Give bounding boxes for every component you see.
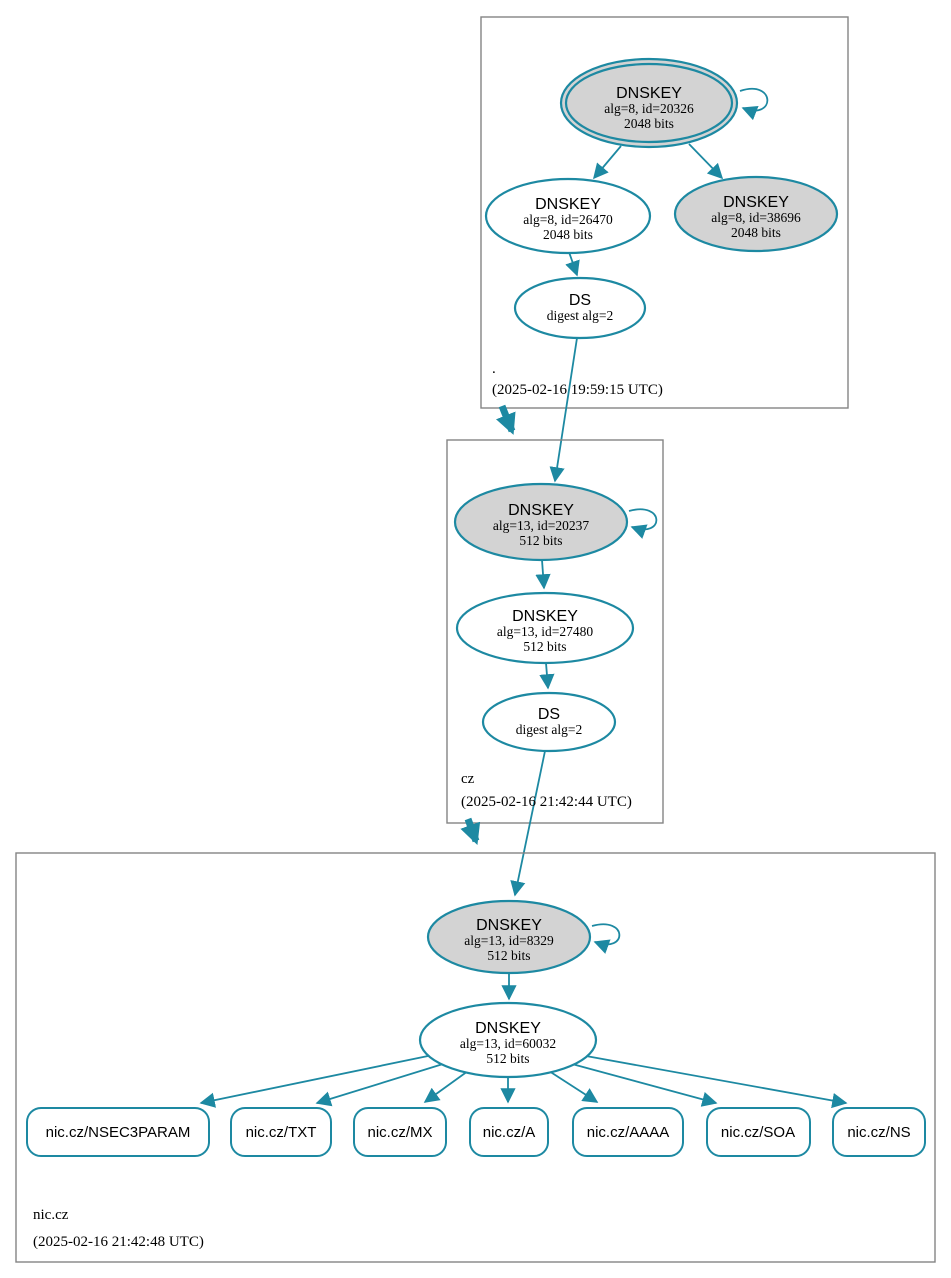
node-detail: digest alg=2 (546, 308, 614, 323)
node-detail: alg=8, id=20326 (604, 101, 694, 116)
zone-niccz (16, 853, 935, 1262)
zone-cz (447, 440, 663, 895)
node-title: DNSKEY (535, 196, 601, 213)
node-root-ksk-dnskey[interactable] (561, 59, 737, 147)
node-title: DNSKEY (476, 917, 542, 934)
node-bits: 512 bits (486, 1051, 530, 1066)
node-root-ds[interactable] (515, 278, 645, 338)
node-rrset-niccz-nsec3param[interactable] (27, 1108, 209, 1156)
zone-root (481, 17, 848, 481)
node-rrset-niccz-aaaa[interactable] (573, 1108, 683, 1156)
edge-delegation-root-to-cz (502, 406, 512, 431)
edge-niccz-zsk-to-mx (425, 1071, 468, 1102)
edge-root-ksk-to-key3 (689, 144, 722, 178)
node-rrset-niccz-soa[interactable] (707, 1108, 810, 1156)
node-detail: alg=13, id=8329 (464, 933, 554, 948)
node-rrset-niccz-ns[interactable] (833, 1108, 925, 1156)
edge-cz-ksk-selfloop (629, 509, 656, 529)
zone-niccz-timestamp: (2025-02-16 21:42:48 UTC) (33, 1234, 204, 1250)
node-root-key3-dnskey[interactable] (675, 177, 837, 251)
node-cz-ksk-dnskey[interactable] (455, 484, 627, 560)
node-cz-zsk-dnskey[interactable] (457, 593, 633, 663)
edge-delegation-cz-to-niccz (468, 819, 476, 841)
node-cz-ds[interactable] (483, 693, 615, 751)
zone-cz-label: cz (461, 771, 475, 787)
zone-root-label: . (492, 361, 496, 377)
edge-cz-ksk-to-zsk (542, 560, 544, 588)
edge-niccz-zsk-to-ns (586, 1056, 846, 1103)
node-title: DNSKEY (512, 608, 578, 625)
node-bits: 2048 bits (624, 116, 674, 131)
node-title: DS (537, 706, 561, 723)
zone-cz-timestamp: (2025-02-16 21:42:44 UTC) (461, 794, 632, 810)
node-detail: alg=8, id=38696 (711, 210, 801, 225)
node-title: DNSKEY (723, 194, 789, 211)
edge-niccz-ksk-selfloop (592, 924, 619, 944)
edge-cz-zsk-to-ds (546, 663, 548, 688)
edge-root-ksk-selfloop (740, 89, 767, 111)
node-niccz-zsk-dnskey[interactable] (420, 1003, 596, 1077)
edge-root-ksk-to-zsk (594, 146, 621, 178)
rrset-label: nic.cz/SOA (720, 1124, 796, 1141)
node-detail: alg=13, id=60032 (459, 1036, 557, 1051)
node-title: DNSKEY (508, 502, 574, 519)
rrset-label: nic.cz/NSEC3PARAM (45, 1124, 191, 1141)
node-bits: 512 bits (487, 948, 531, 963)
node-root-zsk-dnskey[interactable] (486, 179, 650, 253)
edge-root-zsk-to-ds (569, 252, 577, 275)
node-rrset-niccz-mx[interactable] (354, 1108, 446, 1156)
node-title: DS (568, 292, 592, 309)
node-detail: alg=13, id=20237 (492, 518, 590, 533)
edge-niccz-zsk-to-txt (317, 1064, 443, 1103)
rrset-label: nic.cz/A (482, 1124, 536, 1141)
rrset-label: nic.cz/MX (367, 1124, 433, 1141)
rrset-label: nic.cz/TXT (245, 1124, 317, 1141)
node-title: DNSKEY (475, 1020, 541, 1037)
node-bits: 512 bits (519, 533, 563, 548)
node-detail: alg=8, id=26470 (523, 212, 613, 227)
node-bits: 2048 bits (543, 227, 593, 242)
rrset-label: nic.cz/AAAA (586, 1124, 670, 1141)
node-bits: 512 bits (523, 639, 567, 654)
node-detail: digest alg=2 (515, 722, 583, 737)
zone-root-timestamp: (2025-02-16 19:59:15 UTC) (492, 382, 663, 398)
node-niccz-ksk-dnskey[interactable] (428, 901, 590, 973)
node-bits: 2048 bits (731, 225, 781, 240)
zone-niccz-label: nic.cz (33, 1207, 69, 1223)
rrset-label: nic.cz/NS (847, 1124, 911, 1141)
edge-niccz-zsk-to-aaaa (549, 1071, 597, 1102)
node-title: DNSKEY (616, 85, 682, 102)
node-rrset-niccz-a[interactable] (470, 1108, 548, 1156)
node-rrset-niccz-txt[interactable] (231, 1108, 331, 1156)
node-detail: alg=13, id=27480 (496, 624, 594, 639)
edge-root-ds-to-cz-ksk (555, 338, 577, 481)
edge-niccz-zsk-to-soa (572, 1064, 716, 1103)
